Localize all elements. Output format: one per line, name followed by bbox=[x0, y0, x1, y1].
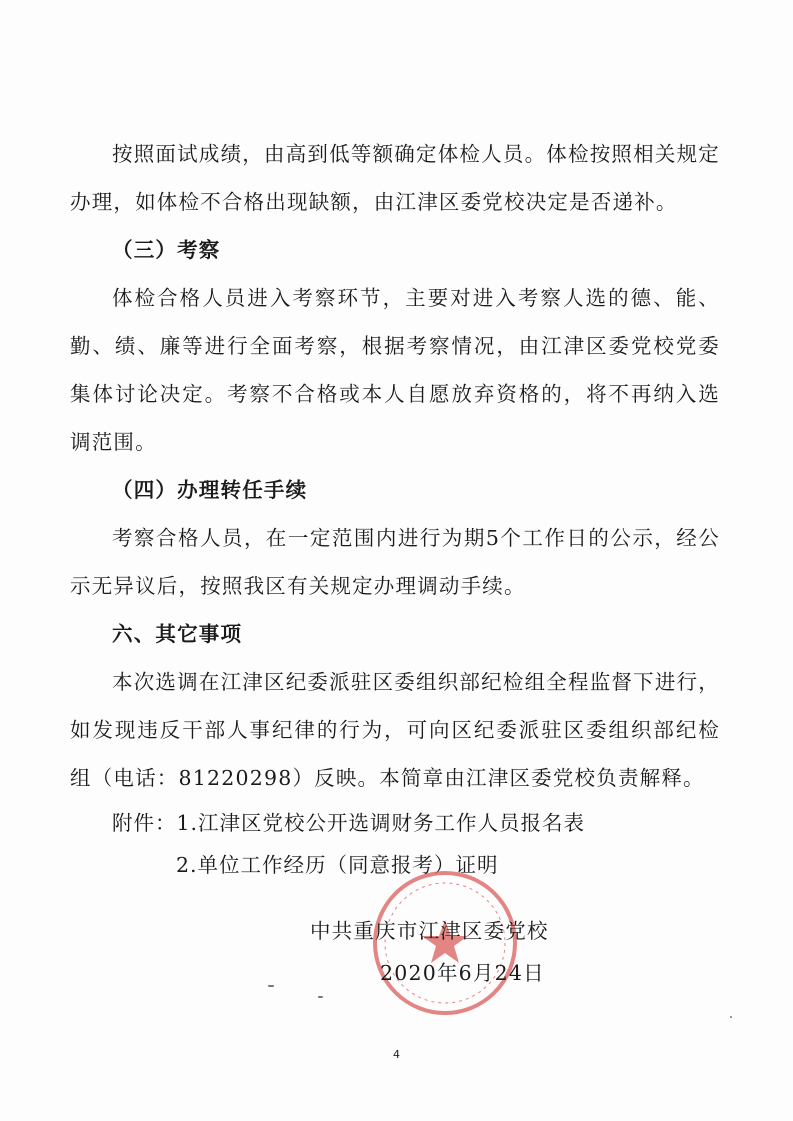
issuing-organization: 中共重庆市江津区委党校 bbox=[310, 919, 549, 943]
page-number: 4 bbox=[393, 1048, 400, 1061]
section-heading-other-matters: 六、其它事项 bbox=[112, 622, 243, 646]
section-heading-transfer: （四）办理转任手续 bbox=[112, 478, 308, 502]
attachment-item-1: 附件：1.江津区党校公开选调财务工作人员报名表 bbox=[112, 811, 586, 835]
scan-speck bbox=[730, 1016, 732, 1018]
paragraph-physical-exam: 按照面试成绩，由高到低等额确定体检人员。体检按照相关规定办理，如体检不合格出现缺额，由江津区委党校决定是否递补。 bbox=[70, 142, 720, 214]
paragraph-transfer: 考察合格人员，在一定范围内进行为期5个工作日的公示，经公示无异议后，按照我区有关规定办理调动手续。 bbox=[70, 526, 720, 598]
signature-block bbox=[310, 910, 549, 994]
attachment-item-2: 2.单位工作经历（同意报考）证明 bbox=[176, 853, 499, 877]
paragraph-investigation: 体检合格人员进入考察环节，主要对进入考察人选的德、能、勤、绩、廉等进行全面考察，根据考察情况，由江津区委党校党委集体讨论决定。考察不合格或本人自愿放弃资格的，将不再纳入选调范围。 bbox=[70, 286, 720, 454]
issue-date: 2020年6月24日 bbox=[380, 961, 545, 985]
paragraph-other-matters: 本次选调在江津区纪委派驻区委组织部纪检组全程监督下进行，如发现违反干部人事纪律的行为，可向区纪委派驻区委组织部纪检组（电话：81220298）反映。本简章由江津区委党校负责解释。 bbox=[70, 670, 720, 790]
section-heading-investigation: （三）考察 bbox=[112, 238, 221, 262]
document-body bbox=[70, 130, 720, 886]
scan-speck bbox=[268, 985, 274, 987]
scan-speck bbox=[318, 996, 323, 998]
